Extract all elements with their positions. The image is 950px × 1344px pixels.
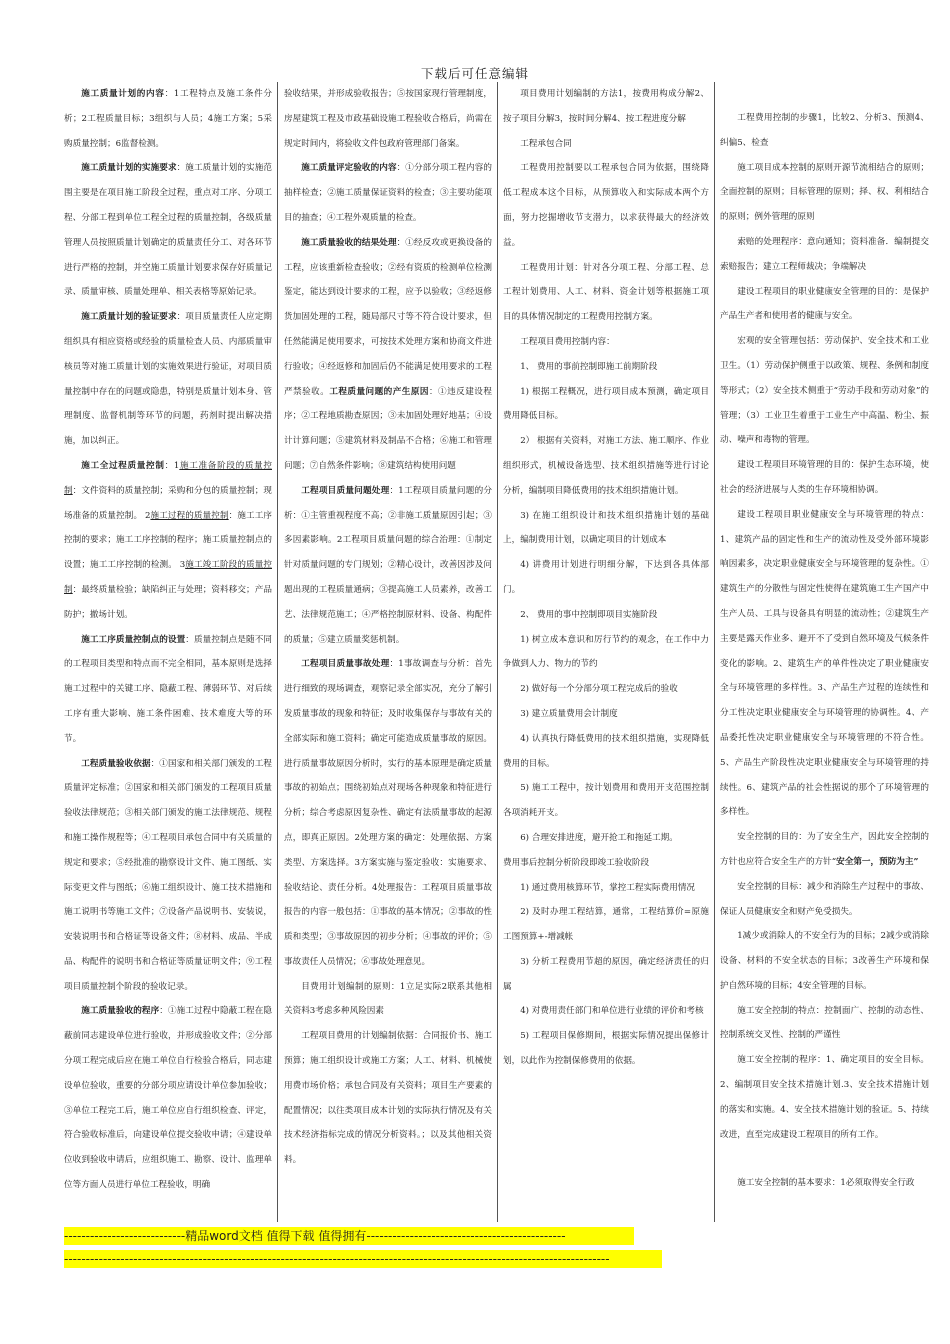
paragraph: 宏观的安全管理包括：劳动保护、安全技术和工业卫生。（1）劳动保护侧重于以政策、规程、条例和制度等形式；（2）安全技术侧重于“劳动手段和劳动对象”的管理；（3）工业卫生着重于工业生产中高温、粉尘、振动、噪声和毒物的管理。 [720, 336, 929, 446]
section-heading: 施工质量计划的实施要求 [81, 163, 177, 174]
list-item: 6) 合理安排进度，避开抢工和拖延工期。 [520, 832, 678, 843]
column-divider [714, 82, 715, 1222]
section-heading: 施工质量计划的验证要求 [81, 312, 177, 323]
paragraph [64, 305, 272, 454]
paragraph: 工程费用控制的步骤1，比较2、分析3、预测4、纠偏5、检查 [720, 113, 929, 148]
paragraph [64, 156, 272, 305]
page-header: 下载后可任意编辑 [420, 66, 529, 81]
paragraph-text: ：最终质量检验；缺陷纠正与处理；资料移交；产品防护；撤场计划。 [64, 584, 272, 620]
paragraph-text: ：①施工过程中隐蔽工程在隐蔽前同志建设单位进行验收，并形成验收文件；②分部分项工程完成后应在施工单位自行检验合格后，同志建设单位验收，重要的分部分项应请设计单位参加验收；③单位工程完工后，施工单位应自行组织检查、评定，符合验收标准后，向建设单位提交验收申请；④建设单位收到验收申请后，应组织施工、勘察、设计、监理单位等方面人员进行单位工程验收，明确 [64, 1006, 272, 1191]
paragraph [284, 479, 492, 653]
column-3 [503, 82, 709, 1222]
paragraph [64, 628, 272, 752]
footer-line: ----------------------------精品word文档 值得下载 值得拥有---------------------------------------------- [64, 1227, 634, 1245]
list-item: 3) 分析工程费用节超的原因，确定经济责任的归属 [503, 956, 709, 992]
underlined-term: 施工竣工阶段的质量控制 [64, 560, 272, 595]
paragraph: 工程费用控制要以工程承包合同为依据，围绕降低工程成本这个目标，从预算收入和实际成本两个方面，努力挖掘增收节支潜力，以求获得最大的经济效益。 [503, 163, 709, 248]
list-item: 5) 工程项目保修期间，根据实际情况提出保修计划，以此作为控制保修费用的依据。 [503, 1031, 709, 1067]
paragraph-text: ：1工程特点及施工条件分析；2工程质量目标；3组织与人员；4施工方案；5采购质量控制；6监督检测。 [64, 89, 272, 149]
section-heading: 施工质量计划的内容 [81, 89, 165, 99]
paragraph: 索赔的处理程序：意向通知；资料准备．编制提交索赔报告；建立工程师裁决；争端解决 [720, 236, 929, 272]
paragraph [64, 82, 272, 156]
paragraph-text: ：项目质量责任人应定期组织具有相应资格或经验的质量检查人员、内部质量审核员等对施工质量计划的实施效果进行验证，对项目质量控制中存在的问题或隐患，特别是质量计划本身、管理制度、监督机制等环节的问题，药剂时提出解决措施，加以纠正。 [64, 312, 272, 447]
paragraph [284, 156, 492, 230]
paragraph: 施工安全控制的基本要求：1必须取得安全行政 [737, 1178, 915, 1189]
paragraph: 建设工程项目职业健康安全与环境管理的特点：1、建筑产品的固定性和生产的流动性及受外部环境影响因素多，决定职业健康安全与环境管理的复杂性。①建筑生产的分散性与固定性使得在建筑施工生产国产中生产人员、工具与设备具有明显的流动性；②建筑生产主要是露天作业多、避开不了受到自然环境及气候条件变化的影响。2、建筑生产的单件性决定了职业健康安全与环境管理的多样性。3、产品生产过程的连续性和分工性决定职业健康安全与环境管理的协调性。4、产品委托性决定职业健康安全与环境管理的不符合性。5、产品生产阶段性决定职业健康安全与环境管理的持续性。6、建筑产品的社会性据说的那个了环境管理的多样性。 [720, 509, 929, 818]
footer-banner [64, 1227, 662, 1273]
paragraph [64, 752, 272, 1000]
section-heading: 工程项目质量问题处理 [301, 485, 390, 496]
paragraph [64, 999, 272, 1197]
list-item: 1) 树立成本意识和厉行节约的观念，在工作中力争做到人力、物力的节约 [503, 634, 709, 670]
paragraph: 施工安全控制的程序：1、确定项目的安全目标。2、编制项目安全技术措施计划.3、安全技术措施计划的落实和实施。4、安全技术措施计划的验证。5、持续改进，直至完成建设工程项目的所有工作。 [720, 1055, 929, 1140]
paragraph [64, 454, 272, 628]
section-heading: 工程质量验收依据 [81, 758, 151, 769]
paragraph-text: ：1工程项目质量问题的分析：①主管重视程度不高；②非施工质量原因引起；③多因素影响。2工程项目质量问题的综合治理：①制定针对质量问题的专门规划；②精心设计，改善因涉及问题出现的工程质量通病；③提高施工人员素养，改善工艺、法律规范施工；④严格控制原材料、设备、构配件的质量；⑤建立质量奖惩机制。 [284, 485, 492, 645]
paragraph-text: ：1事故调查与分析：首先进行细致的现场调查，观察记录全部实况，充分了解引发质量事故的现象和特征；及时收集保存与事故有关的全部实际和施工资料；确定可能造成质量事故的原因。进行质量事故原因分析时，实行的基本原理是确定质量事故的初始点；围绕初始点对现场各种现象和特征进行分析；综合考虑原因复杂性、确定有法质量事故的起源点，即真正原因。2处理方案的确定：处理依据、方案类型、方案选择。3方案实施与鉴定验收：实施要求、验收结论、责任分析。4处理报告：工程项目质量事故报告的内容一般包括：①事故的基本情况；②事故的性质和类型；③事故原因的初步分析；④事故的评价；⑤事故责任人员情况；⑥事故处理意见。 [284, 659, 492, 967]
section-heading: 施工质量评定验收的内容 [301, 163, 397, 174]
list-item: 费用事后控制分析阶段即竣工验收阶段 [503, 857, 650, 868]
underlined-term: 施工准备阶段的质量控制 [64, 460, 272, 496]
section-heading: 施工质量验收的结果处理 [301, 237, 397, 248]
paragraph: 目费用计划编制的原则：1立足实际2联系其他相关资料3考虑多种风险因素 [284, 981, 492, 1017]
list-item: 2、 费用的事中控制即项目实施阶段 [520, 609, 658, 620]
paragraph-text: ：①违反建设程序；②工程地质勘查原因；③未加固处理好地基；④设计计算问题；⑤建筑材料及制品不合格；⑥施工和管理问题；⑦自然条件影响；⑧建筑结构使用问题 [284, 386, 492, 471]
list-item: 2) 做好每一个分部分项工程完成后的验收 [520, 684, 678, 695]
paragraph-text: ：①经反攻或更换设备的工程，应该重新检查验收；②经有资质的检测单位检测鉴定，能达到设计要求的工程，应予以验收；③经返修货加固处理的工程，随局部尺寸等不符合设计要求，但任然能满足使用要求，可按技术处理方案和协商文件进行验收；④经返修和加固后仍不能满足使用要求的工程严禁验收。 [284, 237, 492, 397]
list-item: 1、 费用的事前控制即施工前期阶段 [520, 361, 658, 372]
underlined-term: 施工过程的质量控制 [150, 510, 229, 521]
paragraph-text: ：文件资料的质量控制；采购和分包的质量控制；现场准备的质量控制。 2 [64, 485, 272, 521]
paragraph [284, 231, 492, 479]
paragraph-text: ：施工工序控制的要求；施工工序控制的程序；施工质量控制点的设置；施工工序控制的检测。 3 [64, 510, 272, 571]
list-item: 5) 施工工程中，按计划费用和费用开支范围控制各项消耗开支。 [503, 783, 709, 819]
column-2 [284, 82, 492, 1222]
paragraph-text: ：①分部分项工程内容的抽样检查；②施工质量保证资料的检查；③主要功能项目的抽查；④工程外观质量的检查。 [284, 163, 492, 223]
section-heading: 施工全过程质量控制 [81, 460, 165, 471]
list-item: 4) 认真执行降低费用的技术组织措施，实现降低费用的目标。 [503, 733, 709, 769]
column-divider [277, 82, 278, 1222]
paragraph: 项目费用计划编制的方法1，按费用构成分解2、按子项目分解3，按时间分解4、按工程进度分解 [503, 89, 709, 124]
paragraph: 建设工程项目环境管理的目的：保护生态环境，使社会的经济进展与人类的生存环境相协调。 [720, 460, 929, 495]
column-4 [720, 82, 929, 1222]
section-heading: 工程项目质量事故处理 [301, 659, 390, 670]
paragraph-text: ：质量控制点是随不同的工程项目类型和特点而不完全相同，基本原则是选择施工过程中的关键工序、隐蔽工程、薄弱环节、对后续工序有重大影响、施工条件困难、技术难度大等的环节。 [64, 634, 272, 744]
emphasized-text: 安全第一，预防为主 [836, 856, 914, 867]
list-item: 1) 根据工程概况，进行项目成本预测，确定项目费用降低目标。 [503, 386, 709, 422]
column-1 [64, 82, 272, 1222]
list-item: 1) 通过费用核算环节，掌控工程实际费用情况 [520, 882, 696, 893]
emphasized-text: ” [913, 856, 919, 867]
list-item: 3) 建立质量费用会计制度 [520, 708, 618, 719]
paragraph: 建设工程项目的职业健康安全管理的目的：是保护产品生产者和使用者的健康与安全。 [720, 286, 929, 322]
paragraph-text: ：1 [164, 460, 180, 471]
paragraph: 1减少或消除人的不安全行为的目标；2减少或消除设备、材料的不安全状态的目标；3改善生产环境和保护自然环境的目标；4安全管理的目标。 [720, 931, 929, 991]
paragraph: 安全控制的目标：减少和消除生产过程中的事故、保证人员健康安全和财产免受损失。 [720, 881, 929, 917]
column-divider [497, 82, 498, 1222]
paragraph-text: ：①国家和相关部门颁发的工程质量评定标准；②国家和相关部门颁发的工程项目质量验收法律规范；③相关部门颁发的施工法律规范、规程和施工操作规程等；④工程项目承包合同中有关质量的规定和要求；⑤经批准的勘察设计文件、施工图纸、实际变更文件与图纸；⑥施工组织设计、施工技术措施和施工说明书等施工文件；⑦设备产品说明书、安装说，安装说明书和合格证等设备文件；⑧材料、成品、半成品、构配件的说明书和合格证等质量证明文件；⑨工程项目质量控制个阶段的验收记录。 [64, 758, 272, 992]
paragraph: 验收结果，并形成验收报告；⑤按国家现行管理制度，房屋建筑工程及市政基础设施工程验收合格后，尚需在规定时间内，将验收文件包政府管理部门备案。 [284, 89, 492, 149]
footer-line: ------------------------------------------------------------------------------------------------------------------------------ [64, 1250, 662, 1268]
list-item: 4) 讲费用计划进行明细分解，下达到各具体部门。 [503, 560, 709, 595]
paragraph: 工程费用计划：针对各分项工程、分部工程、总工程计划费用、人工、材料、资金计划等根据施工项目的具体情况制定的工程费用控制方案。 [503, 262, 709, 323]
paragraph-text: 安全控制的目的：为了安全生产，因此安全控制的方针也应符合安全生产的方针“ [720, 832, 929, 867]
paragraph: 施工项目成本控制的原则开源节流相结合的原则；全面控制的原则；目标管理的原则；择、权、利相结合的原则；例外管理的原则 [720, 162, 929, 223]
paragraph: 工程项目费用的计划编制依据：合同报价书、施工预算；施工组织设计或施工方案；人工、材料、机械使用费市场价格；承包合同及有关资料；项目生产要素的配置情况；以往类项目成本计划的实际执行情况及有关技术经济指标完成的情况分析资料。；以及其他相关资料。 [284, 1031, 492, 1166]
list-item: 2） 根据有关资料，对施工方法、施工顺序、作业组织形式，机械设备选型、技术组织措施等进行讨论分析，编制项目降低费用的技术组织措施计划。 [503, 436, 709, 496]
section-heading: 施工工序质量控制点的设置 [81, 634, 186, 645]
paragraph [284, 652, 492, 974]
paragraph [720, 825, 929, 875]
section-heading: 工程质量问题的产生原因 [329, 386, 429, 397]
paragraph: 工程项目费用控制内容： [520, 336, 615, 347]
list-item: 4) 对费用责任部门和单位进行业绩的评价和考核 [520, 1006, 704, 1017]
list-item: 3) 在施工组织设计和技术组织措施计划的基础上，编制费用计划，以确定项目的计划成本 [503, 510, 709, 546]
list-item: 2) 及时办理工程结算，通常，工程结算价=原施工图预算+-增减帐 [503, 907, 709, 943]
section-heading: 施工质量验收的程序 [81, 1006, 160, 1017]
paragraph-text: ：施工质量计划的实施范围主要是在项目施工阶段全过程，重点对工序、分项工程、分部工程到单位工程全过程的质量控制，各级质量管理人员按照质量计划确定的质量责任分工、对各环节进行严格的控制，并空施工质量计划要求保存好质量记录、质量审核、质量处理单、相关表格等原始记录。 [64, 163, 272, 298]
paragraph: 工程承包合同 [520, 138, 572, 149]
paragraph: 施工安全控制的特点：控制面广、控制的动态性、控制系统交叉性、控制的严谨性 [720, 1005, 929, 1041]
